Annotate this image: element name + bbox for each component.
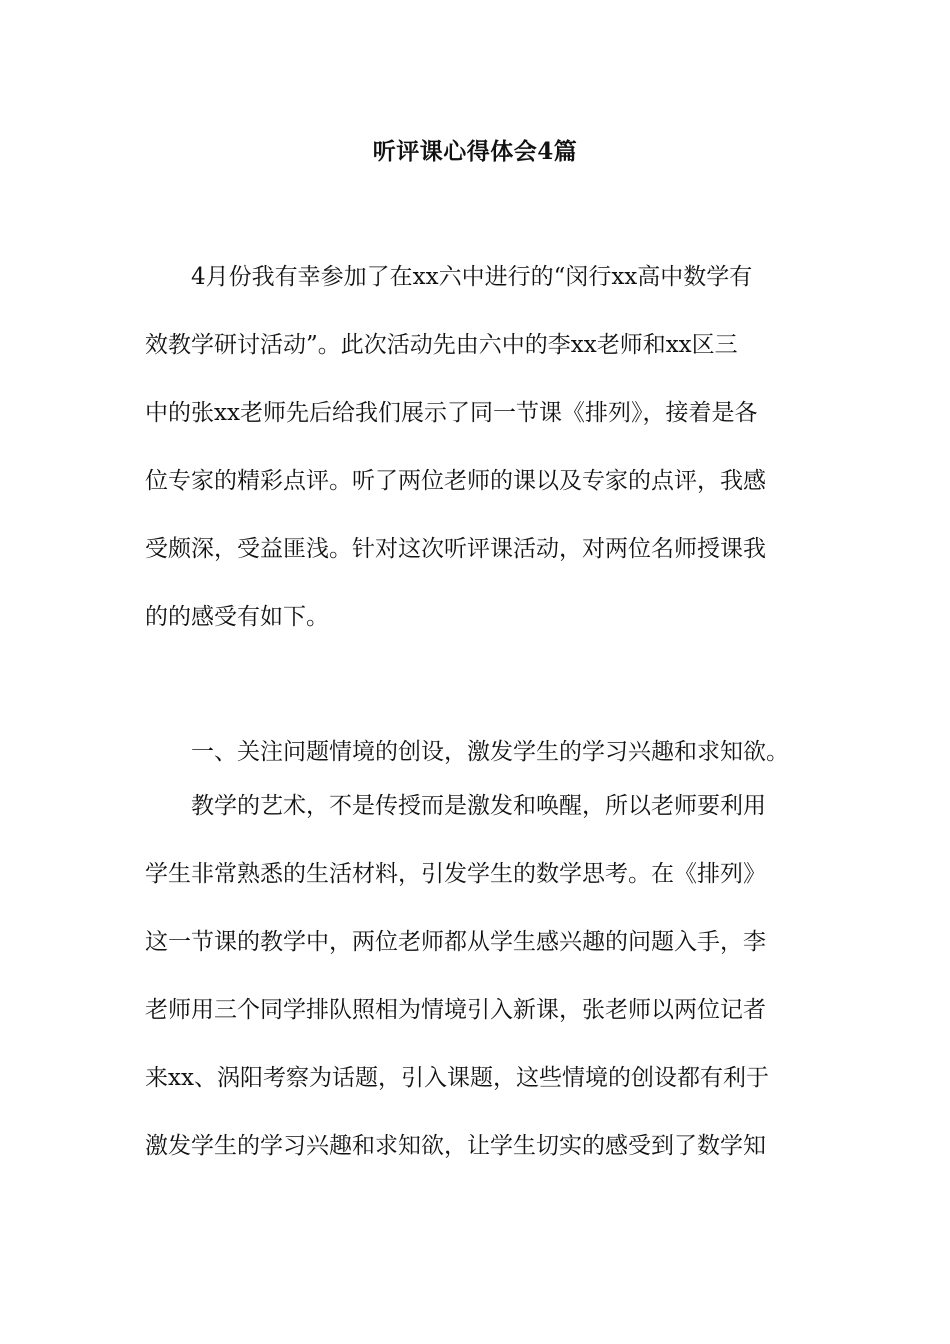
paragraph-2-line: 来xx、涡阳考察为话题，引入课题，这些情境的创设都有利于	[145, 1065, 769, 1091]
document-title: 听评课心得体会4篇	[372, 138, 578, 165]
paragraph-2-line: 激发学生的学习兴趣和求知欲，让学生切实的感受到了数学知	[145, 1133, 766, 1159]
paragraph-2-line: 这一节课的教学中，两位老师都从学生感兴趣的问题入手，李	[145, 929, 766, 955]
paragraph-1	[145, 243, 805, 651]
section-heading-text: 一、关注问题情境的创设，激发学生的学习兴趣和求知欲。	[191, 739, 789, 765]
paragraph-1-line: 4月份我有幸参加了在xx六中进行的“闵行xx高中数学有	[191, 264, 753, 290]
paragraph-1-line: 中的张xx老师先后给我们展示了同一节课《排列》，接着是各	[145, 400, 758, 426]
paragraph-1-line: 的的感受有如下。	[145, 604, 329, 630]
paragraph-1-line: 位专家的精彩点评。听了两位老师的课以及专家的点评，我感	[145, 468, 766, 494]
paragraph-1-line: 受颇深，受益匪浅。针对这次听评课活动，对两位名师授课我	[145, 536, 766, 562]
paragraph-2	[145, 772, 805, 1180]
paragraph-2-line: 教学的艺术，不是传授而是激发和唤醒，所以老师要利用	[191, 793, 766, 819]
paragraph-2-line: 老师用三个同学排队照相为情境引入新课，张老师以两位记者	[145, 997, 766, 1023]
paragraph-2-line: 学生非常熟悉的生活材料，引发学生的数学思考。在《排列》	[145, 861, 766, 887]
paragraph-1-line: 效教学研讨活动”。此次活动先由六中的李xx老师和xx区三	[145, 332, 738, 358]
